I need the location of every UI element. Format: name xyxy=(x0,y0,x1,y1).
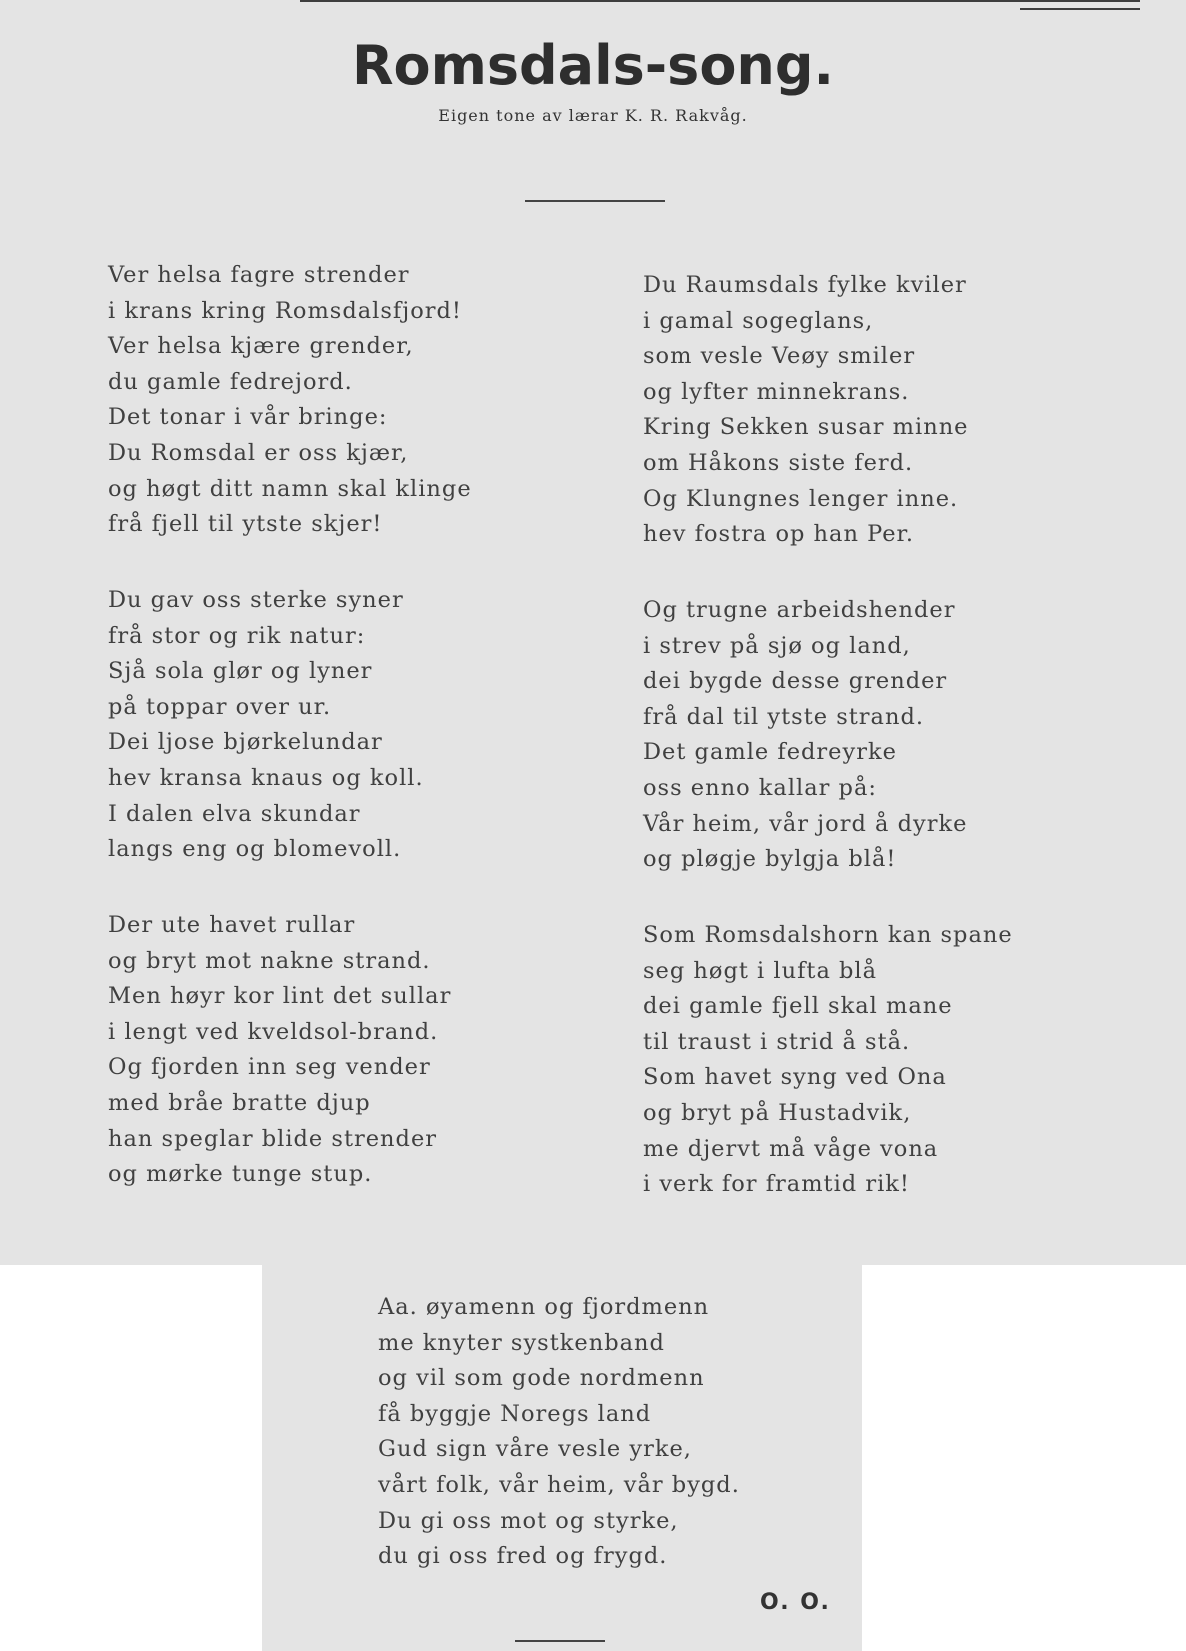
verse-line: han speglar blide strender xyxy=(108,1125,438,1152)
verse-line: på toppar over ur. xyxy=(108,693,332,720)
verse-line: Du gav oss sterke syner xyxy=(108,587,404,613)
verse-line: frå stor og rik natur: xyxy=(108,622,366,649)
verse-line: dei gamle fjell skal mane xyxy=(643,993,953,1020)
page-title: Romsdals-song. xyxy=(351,34,835,97)
verse-line: Som Romsdalshorn kan spane xyxy=(643,922,1013,948)
top-rule xyxy=(300,0,1140,2)
verse-line: Der ute havet rullar xyxy=(108,912,356,938)
verse-line: og pløgje bylgja blå! xyxy=(643,846,897,873)
top-rule-short xyxy=(1020,8,1140,10)
verse-line: Aa. øyamenn og fjordmenn xyxy=(378,1294,710,1320)
verse-line: Dei ljose bjørkelundar xyxy=(108,729,383,756)
verse-line: Men høyr kor lint det sullar xyxy=(108,983,452,1010)
verse-line: og bryt mot nakne strand. xyxy=(108,947,431,974)
verse-line: få byggje Noregs land xyxy=(378,1400,652,1427)
verse-line: hev fostra op han Per. xyxy=(643,521,914,548)
verse-line: i krans kring Romsdalsfjord! xyxy=(108,297,462,324)
author-signature: O. O. xyxy=(760,1590,831,1615)
stanza-3 xyxy=(108,908,451,1193)
verse-line: og vil som gode nordmenn xyxy=(378,1365,705,1392)
verse-line: i gamal sogeglans, xyxy=(643,307,874,334)
bottom-divider xyxy=(515,1640,605,1642)
stanza-6 xyxy=(643,918,1013,1203)
stanza-1 xyxy=(108,258,472,543)
verse-line: hev kransa knaus og koll. xyxy=(108,764,424,791)
verse-line: og mørke tunge stup. xyxy=(108,1161,373,1188)
verse-line: om Håkons siste ferd. xyxy=(643,449,914,476)
verse-line: Sjå sola glør og lyner xyxy=(108,658,373,685)
verse-line: I dalen elva skundar xyxy=(108,800,361,827)
verse-line: du gi oss fred og frygd. xyxy=(378,1543,668,1570)
verse-line: Som havet syng ved Ona xyxy=(643,1064,947,1091)
verse-line: Og trugne arbeidshender xyxy=(643,597,956,623)
verse-line: Og fjorden inn seg vender xyxy=(108,1054,431,1081)
verse-line: dei bygde desse grender xyxy=(643,668,948,695)
verse-line: du gamle fedrejord. xyxy=(108,368,353,395)
verse-line: Du gi oss mot og styrke, xyxy=(378,1507,679,1534)
verse-line: vårt folk, vår heim, vår bygd. xyxy=(378,1471,740,1498)
verse-line: frå fjell til ytste skjer! xyxy=(108,511,383,538)
stanza-2 xyxy=(108,583,424,868)
verse-line: langs eng og blomevoll. xyxy=(108,836,402,863)
verse-line: Det tonar i vår bringe: xyxy=(108,404,388,431)
verse-line: Gud sign våre vesle yrke, xyxy=(378,1436,692,1463)
verse-line: og lyfter minnekrans. xyxy=(643,378,910,405)
verse-line: Det gamle fedreyrke xyxy=(643,739,897,766)
verse-line: me knyter systkenband xyxy=(378,1329,665,1356)
verse-line: oss enno kallar på: xyxy=(643,774,877,801)
verse-line: Kring Sekken susar minne xyxy=(643,414,969,441)
verse-line: frå dal til ytste strand. xyxy=(643,703,925,730)
verse-line: og bryt på Hustadvik, xyxy=(643,1099,912,1126)
verse-line: seg høgt i lufta blå xyxy=(643,957,878,984)
subtitle: Eigen tone av lærar K. R. Rakvåg. xyxy=(438,106,748,125)
verse-line: Du Raumsdals fylke kviler xyxy=(643,272,967,298)
verse-line: som vesle Veøy smiler xyxy=(643,343,916,370)
verse-line: Du Romsdal er oss kjær, xyxy=(108,439,409,466)
verse-line: og høgt ditt namn skal klinge xyxy=(108,475,472,502)
verse-line: i lengt ved kveldsol-brand. xyxy=(108,1018,439,1045)
verse-line: med bråe bratte djup xyxy=(108,1089,371,1116)
verse-line: Vår heim, vår jord å dyrke xyxy=(643,810,968,837)
verse-line: i verk for framtid rik! xyxy=(643,1171,910,1198)
stanza-5 xyxy=(643,593,967,878)
verse-line: me djervt må våge vona xyxy=(643,1135,939,1162)
verse-line: Ver helsa fagre strender xyxy=(108,262,410,288)
title-divider xyxy=(525,200,665,202)
verse-line: Og Klungnes lenger inne. xyxy=(643,485,959,512)
verse-line: til traust i strid å stå. xyxy=(643,1028,911,1055)
stanza-4 xyxy=(643,268,969,553)
final-stanza xyxy=(378,1290,740,1575)
verse-line: Ver helsa kjære grender, xyxy=(108,333,414,360)
verse-line: i strev på sjø og land, xyxy=(643,632,911,659)
